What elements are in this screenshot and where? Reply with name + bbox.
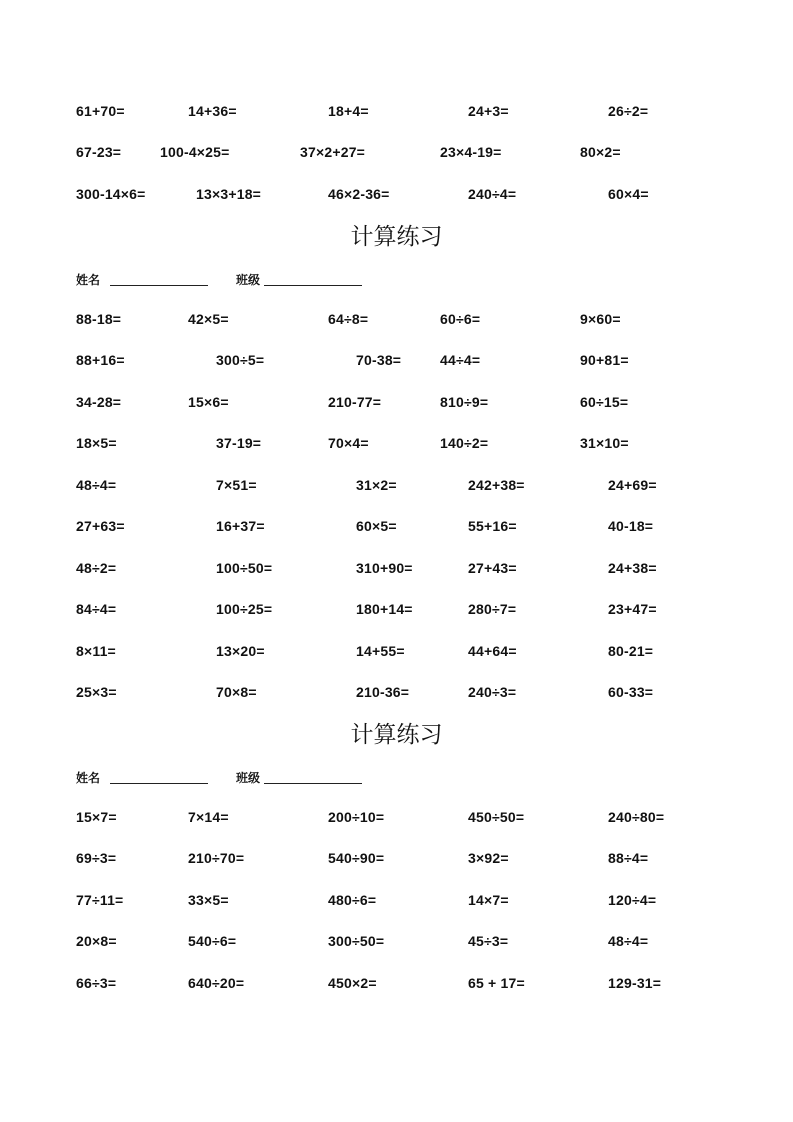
problem-row — [0, 931, 793, 951]
problem: 37×2+27= — [300, 144, 366, 160]
problem: 7×14= — [188, 809, 229, 825]
problem: 88-18= — [76, 311, 122, 327]
problem: 450÷50= — [468, 809, 525, 825]
name-label: 姓名 — [76, 273, 101, 287]
problem: 23×4-19= — [440, 144, 502, 160]
problem: 240÷3= — [468, 684, 517, 700]
problem: 80×2= — [580, 144, 621, 160]
problem-row — [0, 309, 793, 329]
problem-row — [0, 350, 793, 370]
problem: 60×4= — [608, 186, 649, 202]
problem: 60×5= — [356, 518, 397, 534]
problem: 810÷9= — [440, 394, 489, 410]
problem: 64÷8= — [328, 311, 369, 327]
problem: 70×8= — [216, 684, 257, 700]
problem: 31×10= — [580, 435, 629, 451]
problem: 300÷5= — [216, 352, 265, 368]
problem-row — [0, 142, 793, 162]
problem-row — [0, 184, 793, 204]
problem: 140÷2= — [440, 435, 489, 451]
problem-row — [0, 475, 793, 495]
problem: 450×2= — [328, 975, 377, 991]
problem-row — [0, 392, 793, 412]
problem-row — [0, 599, 793, 619]
problem: 26÷2= — [608, 103, 649, 119]
problem: 3×92= — [468, 850, 509, 866]
problem: 48÷4= — [76, 477, 117, 493]
problem: 37-19= — [216, 435, 262, 451]
problem: 15×7= — [76, 809, 117, 825]
problem: 210÷70= — [188, 850, 245, 866]
problem-row — [0, 890, 793, 910]
problem: 540÷6= — [188, 933, 237, 949]
problem: 242+38= — [468, 477, 525, 493]
problem: 300÷50= — [328, 933, 385, 949]
class-field-line[interactable] — [264, 285, 362, 286]
problem: 18+4= — [328, 103, 369, 119]
problem: 27+63= — [76, 518, 125, 534]
problem-row — [0, 433, 793, 453]
problem-row — [0, 641, 793, 661]
problem-row — [0, 682, 793, 702]
problem: 129-31= — [608, 975, 662, 991]
class-label: 班级 — [236, 771, 261, 785]
problem: 100-4×25= — [160, 144, 230, 160]
problem: 60÷6= — [440, 311, 481, 327]
problem: 44+64= — [468, 643, 517, 659]
problem-row — [0, 807, 793, 827]
problem: 65 + 17= — [468, 975, 525, 991]
problem-row — [0, 973, 793, 993]
problem: 23+47= — [608, 601, 657, 617]
problem: 8×11= — [76, 643, 116, 659]
problem: 14×7= — [468, 892, 509, 908]
problem: 60-33= — [608, 684, 654, 700]
problem: 48÷4= — [608, 933, 649, 949]
problem: 540÷90= — [328, 850, 385, 866]
problem: 24+3= — [468, 103, 509, 119]
problem: 45÷3= — [468, 933, 509, 949]
problem: 13×20= — [216, 643, 265, 659]
problem: 84÷4= — [76, 601, 117, 617]
problem-row — [0, 848, 793, 868]
problem: 15×6= — [188, 394, 229, 410]
problem: 46×2-36= — [328, 186, 390, 202]
problem: 60÷15= — [580, 394, 629, 410]
problem: 310+90= — [356, 560, 413, 576]
problem: 20×8= — [76, 933, 117, 949]
problem: 210-36= — [356, 684, 410, 700]
student-info — [0, 270, 793, 290]
problem: 14+36= — [188, 103, 237, 119]
problem: 80-21= — [608, 643, 654, 659]
problem: 24+69= — [608, 477, 657, 493]
problem: 280÷7= — [468, 601, 517, 617]
problem: 240÷4= — [468, 186, 517, 202]
problem: 13×3+18= — [196, 186, 262, 202]
name-field-line[interactable] — [110, 285, 208, 286]
name-field-line[interactable] — [110, 783, 208, 784]
problem: 25×3= — [76, 684, 117, 700]
problem: 88+16= — [76, 352, 125, 368]
problem: 55+16= — [468, 518, 517, 534]
problem: 120÷4= — [608, 892, 657, 908]
problem: 18×5= — [76, 435, 117, 451]
problem: 14+55= — [356, 643, 405, 659]
problem: 16+37= — [216, 518, 265, 534]
problem: 100÷50= — [216, 560, 273, 576]
problem: 70-38= — [356, 352, 402, 368]
problem: 90+81= — [580, 352, 629, 368]
problem: 40-18= — [608, 518, 654, 534]
problem: 7×51= — [216, 477, 257, 493]
problem: 300-14×6= — [76, 186, 146, 202]
problem-row — [0, 101, 793, 121]
problem: 77÷11= — [76, 892, 124, 908]
problem: 24+38= — [608, 560, 657, 576]
name-label: 姓名 — [76, 771, 101, 785]
problem: 33×5= — [188, 892, 229, 908]
section-title: 计算练习 — [350, 224, 443, 250]
student-info — [0, 768, 793, 788]
problem: 70×4= — [328, 435, 369, 451]
problem: 61+70= — [76, 103, 125, 119]
problem: 34-28= — [76, 394, 122, 410]
problem: 9×60= — [580, 311, 621, 327]
section-title: 计算练习 — [350, 722, 443, 748]
problem: 480÷6= — [328, 892, 377, 908]
problem-row — [0, 516, 793, 536]
problem: 42×5= — [188, 311, 229, 327]
problem: 640÷20= — [188, 975, 245, 991]
problem: 31×2= — [356, 477, 397, 493]
problem: 67-23= — [76, 144, 122, 160]
problem: 69÷3= — [76, 850, 117, 866]
problem: 48÷2= — [76, 560, 117, 576]
problem: 44÷4= — [440, 352, 481, 368]
problem: 66÷3= — [76, 975, 117, 991]
problem: 210-77= — [328, 394, 382, 410]
problem: 88÷4= — [608, 850, 649, 866]
class-field-line[interactable] — [264, 783, 362, 784]
problem: 180+14= — [356, 601, 413, 617]
class-label: 班级 — [236, 273, 261, 287]
problem: 240÷80= — [608, 809, 665, 825]
problem: 200÷10= — [328, 809, 385, 825]
problem: 100÷25= — [216, 601, 273, 617]
problem-row — [0, 558, 793, 578]
problem: 27+43= — [468, 560, 517, 576]
